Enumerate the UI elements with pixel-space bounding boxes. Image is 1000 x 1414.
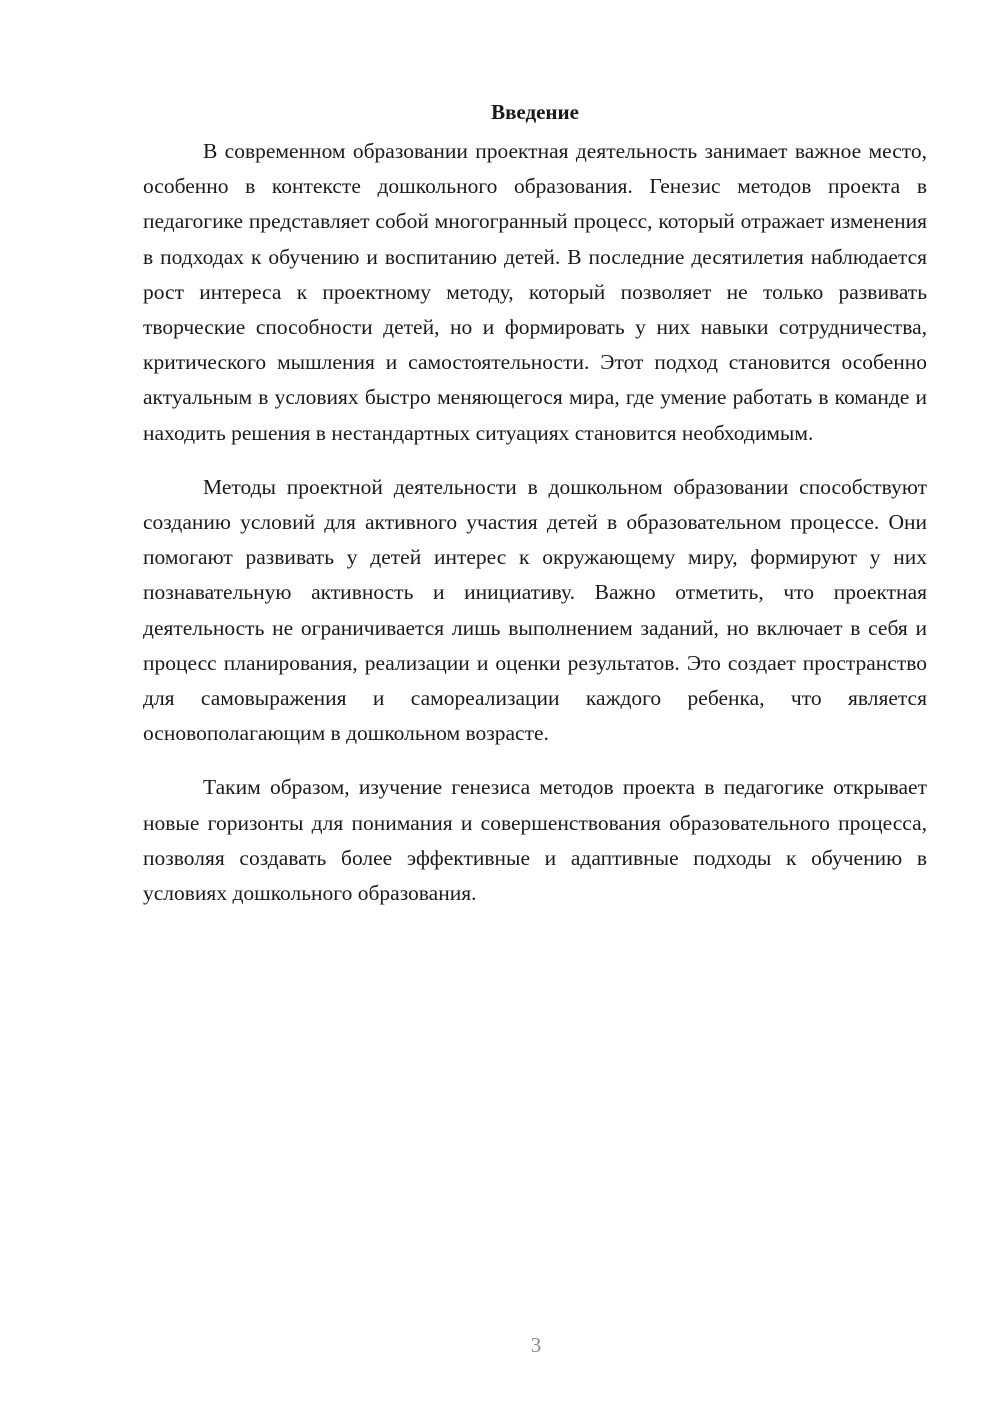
paragraph-2: Методы проектной деятельности в дошкольном образовании способствуют созданию условий для активного участия детей в образовательном процессе. Они помогают развивать у детей интерес к окружающему миру, формируют у них познавательную активность и инициативу. Важно отметить, что проектная деятельность не ограничивается лишь выполнением заданий, но включает в себя и процесс планирования, реализации и оценки результатов. Это создает пространство для самовыражения и самореализации каждого ребенка, что является основополагающим в дошкольном возрасте.	[143, 474, 927, 746]
section-heading: Введение	[491, 100, 579, 124]
paragraph-3: Таким образом, изучение генезиса методов проекта в педагогике открывает новые горизонты для понимания и совершенствования образовательного процесса, позволяя создавать более эффективные и адаптивные подходы к обучению в условиях дошкольного образования.	[143, 775, 927, 906]
paragraph-1: В современном образовании проектная деятельность занимает важное место, особенно в контексте дошкольного образования. Генезис методов проекта в педагогике представляет собой многогранный процесс, который отражает изменения в подходах к обучению и воспитанию детей. В последние десятилетия наблюдается рост интереса к проектному методу, который позволяет не только развивать творческие способности детей, но и формировать у них навыки сотрудничества, критического мышления и самостоятельности. Этот подход становится особенно актуальным в условиях быстро меняющегося мира, где умение работать в команде и находить решения в нестандартных ситуациях становится необходимым.	[143, 139, 927, 445]
page-content	[143, 94, 927, 930]
page-number: 3	[530, 1333, 542, 1357]
